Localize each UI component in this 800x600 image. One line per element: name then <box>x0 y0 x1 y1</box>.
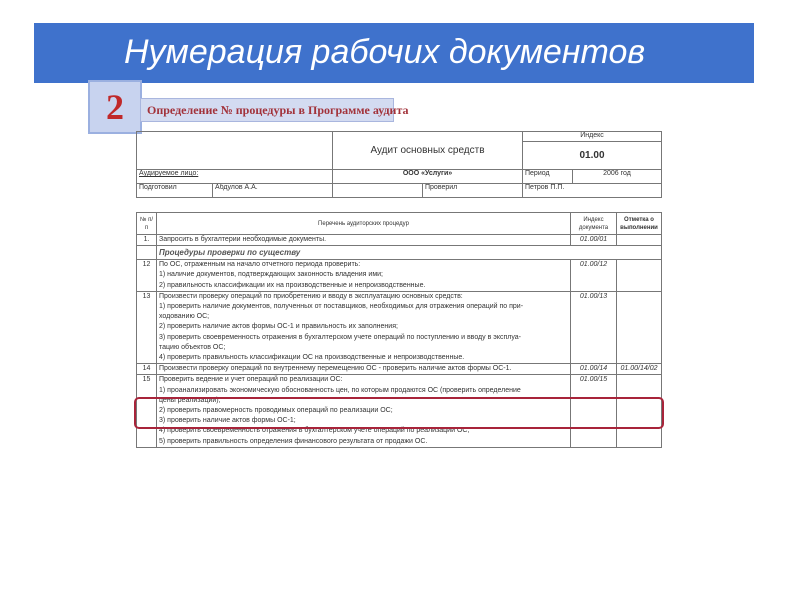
procedure-line: ходованию ОС; <box>159 313 210 321</box>
document-index: 01.00 <box>523 142 662 170</box>
index-label: Индекс <box>523 132 662 142</box>
prepared-label: Подготовил <box>137 184 213 198</box>
table-row <box>137 364 662 375</box>
entity-label: Аудируемое лицо: <box>137 170 333 184</box>
procedure-line: цены реализации); <box>159 396 221 404</box>
table-row <box>137 260 662 292</box>
procedure-line: 4) проверить своевременность отражения в бухгалтерском учете операций по реализации ОС; <box>159 427 470 435</box>
procedure-line: 1) проанализировать экономическую обоснованность цен, по которым продаются ОС (проверить определение <box>159 386 521 394</box>
procedure-line: По ОС, отраженным на начало отчетного периода проверить: <box>159 261 361 269</box>
procedure-line: Произвести проверку операций по внутреннему перемещению ОС - проверить наличие актов формы ОС-1. <box>159 365 512 373</box>
table-row <box>137 235 662 246</box>
row-number: 14 <box>137 364 157 375</box>
slide-title: Нумерация рабочих документов <box>124 33 646 71</box>
procedure-line: тацию объектов ОС; <box>159 343 226 351</box>
procedure-line: Проверить ведение и учет операций по реализации ОС: <box>159 376 343 384</box>
procedure-line: 2) проверить правомерность проводимых операций по реализации ОС; <box>159 407 393 415</box>
prepared-sign <box>333 184 423 198</box>
column-mark: Отметка о выполнении <box>617 213 662 235</box>
section-blank <box>137 246 157 260</box>
completion-mark-cell: 01.00/14/02 <box>617 364 662 375</box>
document-index-cell: 01.00/15 <box>571 375 617 447</box>
row-number: 15 <box>137 375 157 447</box>
row-number: 1. <box>137 235 157 246</box>
header-blank <box>137 132 333 170</box>
procedure-text <box>157 364 571 375</box>
procedure-line: 2) правильность классификации их на производственные и непроизводственные. <box>159 281 426 289</box>
prepared-value: Абдулов А.А. <box>213 184 333 198</box>
step-badge <box>88 80 142 134</box>
document-index-cell: 01.00/14 <box>571 364 617 375</box>
procedure-line: 4) проверить правильность классификации ОС на производственные и непроизводственные. <box>159 354 465 362</box>
procedure-text <box>157 260 571 292</box>
document-title: Аудит основных средств <box>333 132 523 170</box>
document-header-table <box>136 131 662 198</box>
period-label: Период <box>523 170 573 184</box>
procedure-line: 2) проверить наличие актов формы ОС-1 и правильность их заполнения; <box>159 323 398 331</box>
column-procedures: Перечень аудиторских процедур <box>157 213 571 235</box>
working-document <box>136 128 663 520</box>
procedure-line: Произвести проверку операций по приобретению и вводу в эксплуатацию основных средств: <box>159 292 463 300</box>
procedure-line: 1) проверить наличие документов, полученных от поставщиков, необходимых для отражения операций по при- <box>159 303 524 311</box>
procedure-line: Запросить в бухгалтерии необходимые документы. <box>159 236 327 243</box>
checked-value: Петров П.П. <box>523 184 662 198</box>
procedure-line: 3) проверить наличие актов формы ОС-1; <box>159 417 296 425</box>
completion-mark-cell <box>617 291 662 363</box>
procedure-text <box>157 235 571 246</box>
row-number: 12 <box>137 260 157 292</box>
document-index-cell: 01.00/13 <box>571 291 617 363</box>
column-num: № п/п <box>137 213 157 235</box>
section-row <box>137 246 662 260</box>
section-title: Процедуры проверки по существу <box>157 246 662 260</box>
title-banner <box>34 23 754 83</box>
document-index-cell: 01.00/12 <box>571 260 617 292</box>
checked-label: Проверил <box>423 184 523 198</box>
step-subtitle: Определение № процедуры в Программе аудита <box>140 98 394 122</box>
document-index-cell: 01.00/01 <box>571 235 617 246</box>
period-value: 2006 год <box>573 170 662 184</box>
row-number: 13 <box>137 291 157 363</box>
procedure-text <box>157 291 571 363</box>
procedure-line: 5) проверить правильность определения финансового результата от продажи ОС. <box>159 437 428 445</box>
completion-mark-cell <box>617 260 662 292</box>
procedure-line: 3) проверить своевременность отражения в бухгалтерском учете операций по поступлению и вводу в эксплуа- <box>159 333 521 341</box>
column-index: Индекс документа <box>571 213 617 235</box>
step-number: 2 <box>106 87 124 127</box>
completion-mark-cell <box>617 235 662 246</box>
table-row <box>137 291 662 363</box>
procedure-line: 1) наличие документов, подтверждающих законность владения ими; <box>159 271 383 279</box>
entity-value: ООО «Услуги» <box>333 170 523 184</box>
highlight-frame <box>134 397 664 429</box>
